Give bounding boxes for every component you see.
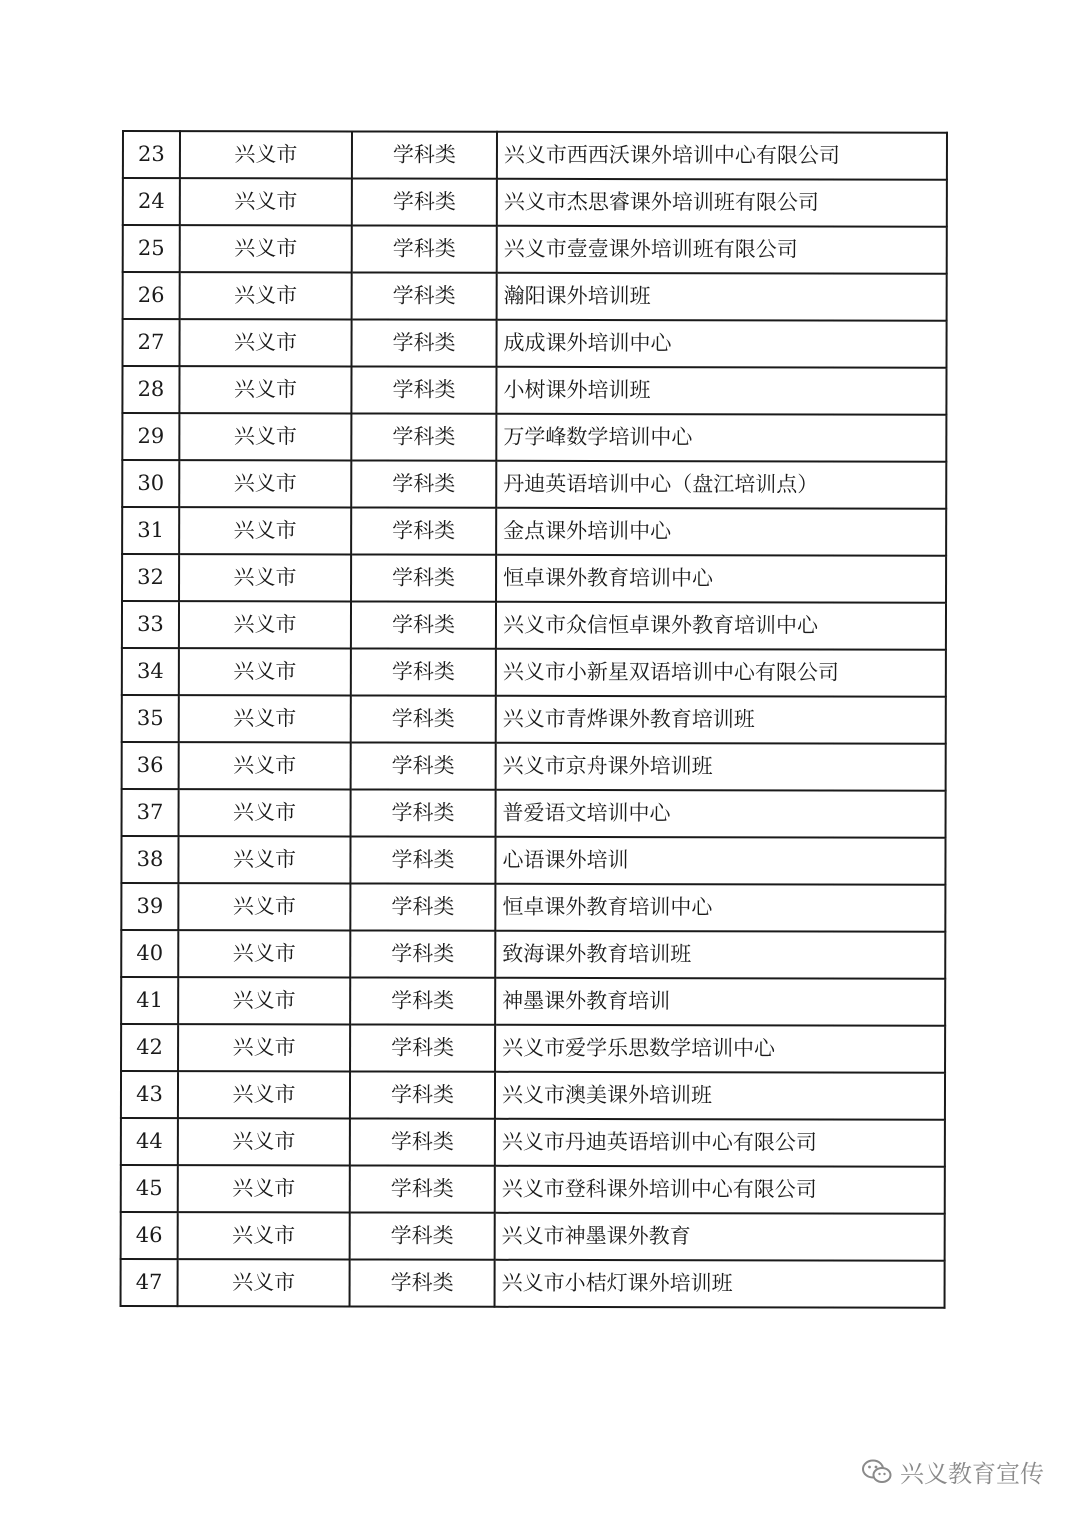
row-number: 43 <box>121 1071 178 1118</box>
row-category: 学科类 <box>351 507 496 554</box>
row-number: 38 <box>121 836 178 883</box>
table-body <box>121 131 947 1308</box>
row-category: 学科类 <box>352 319 497 366</box>
row-institution-name: 金点课外培训中心 <box>496 508 946 556</box>
row-institution-name: 瀚阳课外培训班 <box>497 273 947 321</box>
row-category: 学科类 <box>351 413 496 460</box>
row-category: 学科类 <box>351 742 496 789</box>
row-category: 学科类 <box>352 272 497 319</box>
row-city: 兴义市 <box>178 836 350 883</box>
row-category: 学科类 <box>351 366 496 413</box>
row-city: 兴义市 <box>178 883 350 930</box>
table-row <box>123 272 947 321</box>
row-number: 31 <box>122 507 179 554</box>
row-category: 学科类 <box>352 131 497 178</box>
row-institution-name: 恒卓课外教育培训中心 <box>496 555 946 603</box>
row-city: 兴义市 <box>178 930 350 977</box>
row-number: 36 <box>122 742 179 789</box>
row-city: 兴义市 <box>179 742 351 789</box>
row-number: 33 <box>122 601 179 648</box>
row-institution-name: 兴义市西西沃课外培训中心有限公司 <box>497 132 947 180</box>
row-number: 46 <box>121 1212 178 1259</box>
row-number: 30 <box>122 460 179 507</box>
row-number: 25 <box>123 225 180 272</box>
row-city: 兴义市 <box>180 178 352 225</box>
row-institution-name: 致海课外教育培训班 <box>495 931 945 979</box>
row-category: 学科类 <box>351 695 496 742</box>
table-row <box>121 1259 945 1308</box>
row-category: 学科类 <box>350 1259 495 1306</box>
row-institution-name: 万学峰数学培训中心 <box>496 414 946 462</box>
institution-table <box>120 130 948 1309</box>
table-row <box>123 131 947 180</box>
row-institution-name: 兴义市众信恒卓课外教育培训中心 <box>496 602 946 650</box>
row-city: 兴义市 <box>179 413 351 460</box>
row-number: 35 <box>122 695 179 742</box>
table-row <box>122 789 946 838</box>
row-institution-name: 兴义市神墨课外教育 <box>495 1213 945 1261</box>
table-row <box>122 648 946 697</box>
row-city: 兴义市 <box>179 648 351 695</box>
row-number: 37 <box>122 789 179 836</box>
row-number: 32 <box>122 554 179 601</box>
row-city: 兴义市 <box>178 1165 350 1212</box>
row-number: 41 <box>121 977 178 1024</box>
row-number: 34 <box>122 648 179 695</box>
table-row <box>122 601 946 650</box>
row-category: 学科类 <box>351 601 496 648</box>
table-row <box>121 930 945 979</box>
row-city: 兴义市 <box>179 601 351 648</box>
table-row <box>122 742 946 791</box>
row-city: 兴义市 <box>179 789 351 836</box>
table-row <box>122 413 946 462</box>
row-number: 44 <box>121 1118 178 1165</box>
row-city: 兴义市 <box>178 1071 350 1118</box>
table-row <box>121 977 945 1026</box>
table-row <box>121 836 945 885</box>
row-category: 学科类 <box>350 883 495 930</box>
row-institution-name: 心语课外培训 <box>495 837 945 885</box>
row-number: 27 <box>123 319 180 366</box>
row-number: 24 <box>123 178 180 225</box>
row-category: 学科类 <box>352 178 497 225</box>
row-institution-name: 兴义市爱学乐思数学培训中心 <box>495 1025 945 1073</box>
row-city: 兴义市 <box>178 1259 350 1306</box>
row-institution-name: 兴义市丹迪英语培训中心有限公司 <box>495 1119 945 1167</box>
wechat-icon <box>862 1459 892 1485</box>
watermark-text: 兴义教育宣传 <box>900 1460 1044 1488</box>
table-row <box>121 1071 945 1120</box>
row-number: 28 <box>122 366 179 413</box>
row-city: 兴义市 <box>180 319 352 366</box>
row-category: 学科类 <box>350 930 495 977</box>
row-institution-name: 普爱语文培训中心 <box>496 790 946 838</box>
table-row <box>121 1024 945 1073</box>
row-institution-name: 恒卓课外教育培训中心 <box>495 884 945 932</box>
row-number: 39 <box>121 883 178 930</box>
row-city: 兴义市 <box>179 460 351 507</box>
table-row <box>121 1118 945 1167</box>
row-city: 兴义市 <box>180 272 352 319</box>
table-row <box>123 319 947 368</box>
row-category: 学科类 <box>351 789 496 836</box>
row-category: 学科类 <box>351 460 496 507</box>
row-category: 学科类 <box>351 648 496 695</box>
row-category: 学科类 <box>350 1071 495 1118</box>
row-number: 26 <box>123 272 180 319</box>
table-row <box>122 460 946 509</box>
row-city: 兴义市 <box>179 507 351 554</box>
row-institution-name: 小树课外培训班 <box>496 367 946 415</box>
row-number: 45 <box>121 1165 178 1212</box>
row-city: 兴义市 <box>178 977 350 1024</box>
row-number: 42 <box>121 1024 178 1071</box>
row-category: 学科类 <box>350 1024 495 1071</box>
row-city: 兴义市 <box>179 554 351 601</box>
row-number: 40 <box>121 930 178 977</box>
table-row <box>121 883 945 932</box>
row-institution-name: 丹迪英语培训中心（盘江培训点） <box>496 461 946 509</box>
row-city: 兴义市 <box>180 225 352 272</box>
table-row <box>122 507 946 556</box>
table-row <box>123 225 947 274</box>
row-institution-name: 兴义市小桔灯课外培训班 <box>495 1260 945 1308</box>
row-city: 兴义市 <box>179 366 351 413</box>
row-city: 兴义市 <box>179 695 351 742</box>
row-number: 29 <box>122 413 179 460</box>
row-institution-name: 兴义市小新星双语培训中心有限公司 <box>496 649 946 697</box>
table-row <box>122 695 946 744</box>
row-number: 47 <box>121 1259 178 1306</box>
row-institution-name: 兴义市青烨课外教育培训班 <box>496 696 946 744</box>
row-institution-name: 兴义市杰思睿课外培训班有限公司 <box>497 179 947 227</box>
row-city: 兴义市 <box>178 1024 350 1071</box>
row-city: 兴义市 <box>178 1212 350 1259</box>
row-institution-name: 神墨课外教育培训 <box>495 978 945 1026</box>
table-row <box>121 1212 945 1261</box>
row-category: 学科类 <box>350 1165 495 1212</box>
row-city: 兴义市 <box>180 131 352 178</box>
row-institution-name: 兴义市澳美课外培训班 <box>495 1072 945 1120</box>
row-number: 23 <box>123 131 180 178</box>
row-institution-name: 成成课外培训中心 <box>497 320 947 368</box>
row-category: 学科类 <box>350 836 495 883</box>
row-city: 兴义市 <box>178 1118 350 1165</box>
row-category: 学科类 <box>351 554 496 601</box>
row-institution-name: 兴义市登科课外培训中心有限公司 <box>495 1166 945 1214</box>
watermark <box>862 1454 1044 1489</box>
row-category: 学科类 <box>350 1118 495 1165</box>
row-category: 学科类 <box>352 225 497 272</box>
row-institution-name: 兴义市京舟课外培训班 <box>496 743 946 791</box>
table-row <box>122 366 946 415</box>
table-row <box>121 1165 945 1214</box>
row-institution-name: 兴义市壹壹课外培训班有限公司 <box>497 226 947 274</box>
row-category: 学科类 <box>350 977 495 1024</box>
table-row <box>123 178 947 227</box>
row-category: 学科类 <box>350 1212 495 1259</box>
table-row <box>122 554 946 603</box>
